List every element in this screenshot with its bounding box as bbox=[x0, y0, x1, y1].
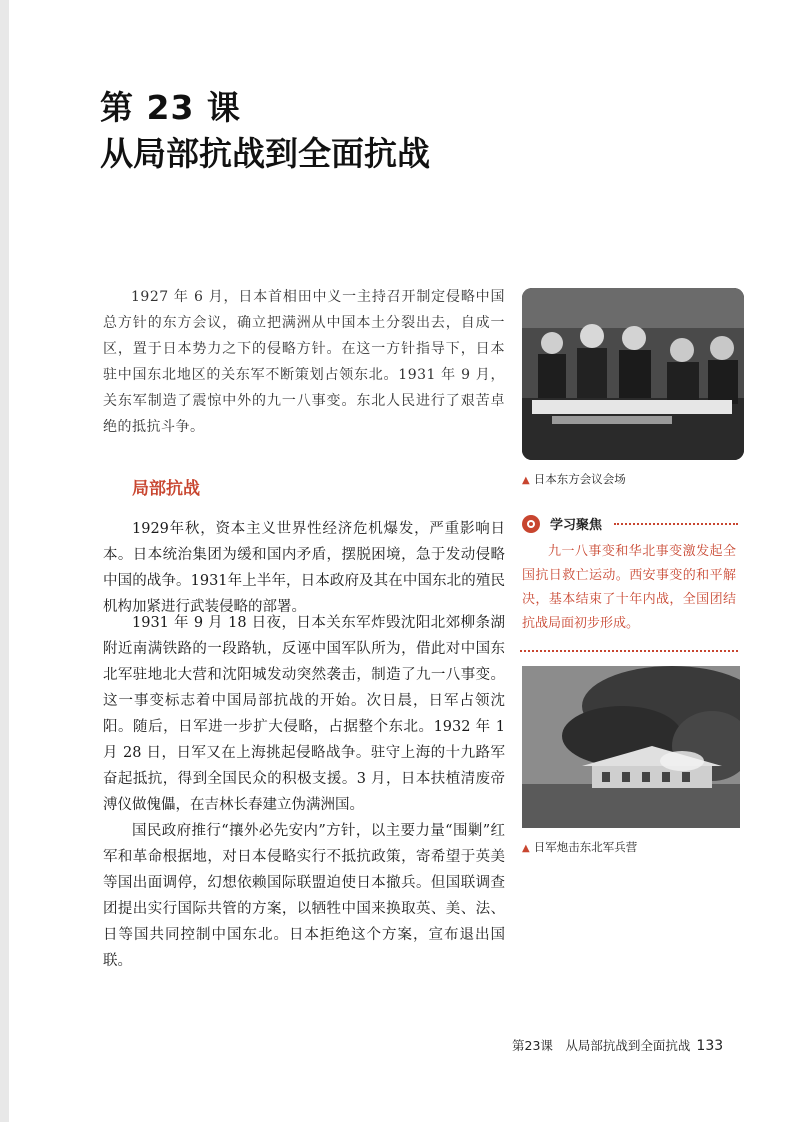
focus-divider-top bbox=[614, 523, 738, 525]
photo1-caption-text: 日本东方会议会场 bbox=[533, 472, 626, 486]
body-paragraph: 国民政府推行“攘外必先安内”方针，以主要力量“围剿”红军和革命根据地，对日本侵略实行不抵抗政策，寄希望于英美等国出面调停，幻想依赖国际联盟迫使日本撤兵。但国联调查团提出实行国际共管的方案，以牺牲中国来换取英、美、法、日等国共同控制中国东北。日本拒绝这个方案，宣布退出国联。 bbox=[103, 823, 505, 969]
photo1-caption bbox=[522, 471, 626, 487]
caption-triangle-icon: ▲ bbox=[522, 843, 530, 854]
learning-focus-text: 九一八事变和华北事变激发起全国抗日救亡运动。西安事变的和平解决，基本结束了十年内战，全国团结抗战局面初步形成。 bbox=[522, 544, 736, 631]
conference-photo-illustration bbox=[522, 288, 744, 460]
intro-paragraph: 1927 年 6 月，日本首相田中义一主持召开制定侵略中国总方针的东方会议，确立把满洲从中国本土分裂出去，自成一区，置于日本势力之下的侵略方针。在这一方针指导下，日本驻中国东北地区的关东军不断策划占领东北。1931 年 9 月，关东军制造了震惊中外的九一八事变。东北人民进行了艰苦卓绝的抵抗斗争。 bbox=[103, 289, 505, 435]
learning-focus-label: 学习聚焦 bbox=[550, 518, 603, 533]
photo2-caption-text: 日军炮击东北军兵营 bbox=[533, 840, 638, 854]
learning-focus-header bbox=[520, 514, 602, 533]
target-icon bbox=[522, 515, 540, 533]
section-heading: 局部抗战 bbox=[132, 479, 200, 499]
barracks-photo-illustration bbox=[522, 666, 740, 828]
lesson-number: 第 23 课 bbox=[100, 88, 241, 127]
conference-photo bbox=[522, 288, 744, 460]
page-number: 133 bbox=[696, 1038, 724, 1054]
running-title: 第23课 从局部抗战到全面抗战 bbox=[512, 1038, 691, 1053]
body-paragraph: 1929年秋，资本主义世界性经济危机爆发，严重影响日本。日本统治集团为缓和国内矛盾，摆脱困境，急于发动侵略中国的战争。1931年上半年，日本政府及其在中国东北的殖民机构加紧进行武装侵略的部署。 bbox=[103, 521, 505, 615]
barracks-photo bbox=[522, 666, 740, 828]
page-footer bbox=[512, 1036, 723, 1054]
caption-triangle-icon: ▲ bbox=[522, 475, 530, 486]
learning-focus-box bbox=[520, 514, 742, 652]
lesson-title: 从局部抗战到全面抗战 bbox=[100, 134, 430, 173]
focus-divider-bottom bbox=[520, 650, 738, 652]
page-margin-strip bbox=[0, 0, 9, 1122]
photo2-caption bbox=[522, 839, 637, 855]
body-paragraph: 1931 年 9 月 18 日夜，日本关东军炸毁沈阳北郊柳条湖附近南满铁路的一段路轨，反诬中国军队所为，借此对中国东北军驻地北大营和沈阳城发动突然袭击，制造了九一八事变。这一事变标志着中国局部抗战的开始。次日晨，日军占领沈阳。随后，日军进一步扩大侵略，占据整个东北。1932 年 1 月 28 日，日军又在上海挑起侵略战争。驻守上海的十九路军奋起抵抗，得到全国民众的积极支援。3 月，日本扶植清废帝溥仪做傀儡，在吉林长春建立伪满洲国。 bbox=[103, 615, 505, 813]
